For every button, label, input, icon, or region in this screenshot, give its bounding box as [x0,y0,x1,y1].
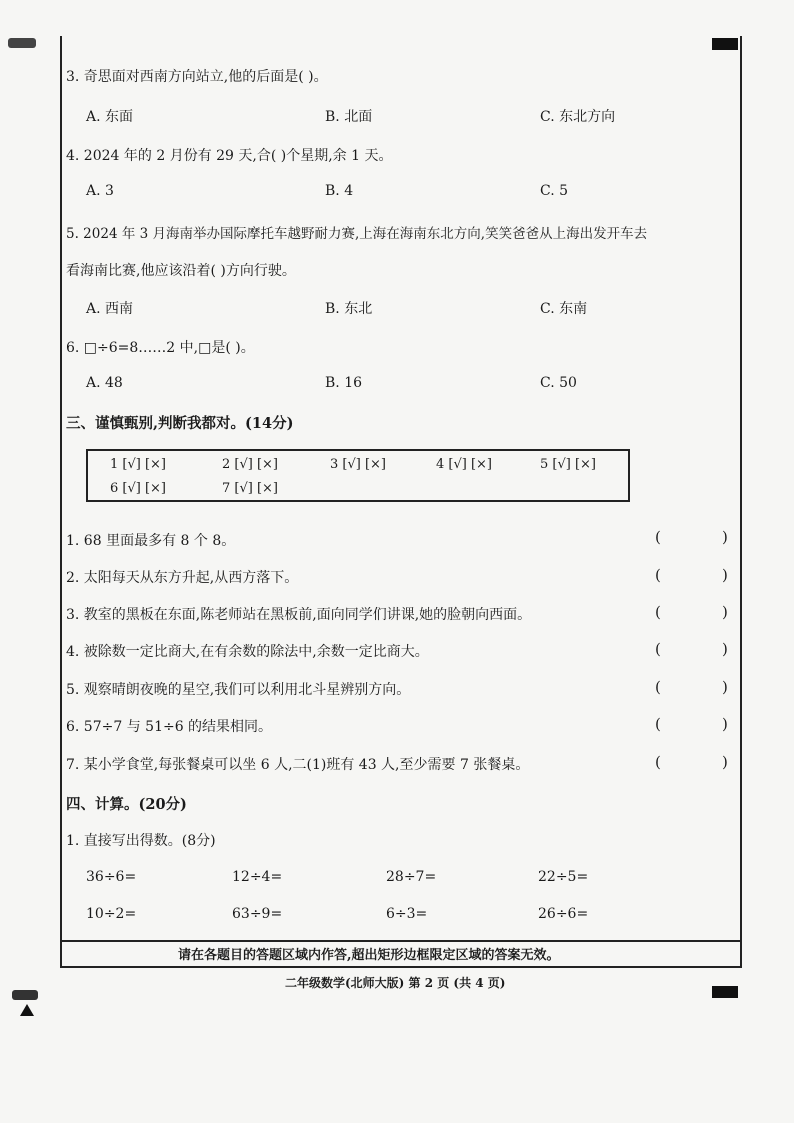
answer-paren-close-2: ) [722,566,728,584]
answer-region-frame [60,36,742,968]
answer-paren-open-6[interactable]: ( [655,715,661,733]
q5-option-a: A. 西南 [86,301,134,317]
notice-divider [60,940,740,942]
calc-7: 6÷3= [386,906,428,922]
q6-option-a: A. 48 [86,375,123,391]
answer-paren-close-6: ) [722,715,728,733]
answer-item-3[interactable]: 3 [√] [×] [330,457,386,472]
answer-paren-close-5: ) [722,678,728,696]
question-5-line2: 看海南比赛,他应该沿着( )方向行驶。 [66,263,296,279]
q3-option-b: B. 北面 [325,109,373,125]
statement-5: 5. 观察晴朗夜晚的星空,我们可以利用北斗星辨别方向。 [66,682,411,698]
answer-item-6[interactable]: 6 [√] [×] [110,481,166,496]
statement-1: 1. 68 里面最多有 8 个 8。 [66,533,236,549]
calc-2: 12÷4= [232,869,283,885]
section-3-title: 三、谨慎甄别,判断我都对。(14分) [66,415,294,432]
statement-3: 3. 教室的黑板在东面,陈老师站在黑板前,面向同学们讲课,她的脸朝向西面。 [66,607,532,623]
page-footer: 二年级数学(北师大版) 第 2 页 (共 4 页) [285,976,506,990]
corner-marker-top-left [8,38,36,48]
calc-8: 26÷6= [538,906,589,922]
statement-2: 2. 太阳每天从东方升起,从西方落下。 [66,570,299,586]
answer-paren-open-2[interactable]: ( [655,566,661,584]
corner-marker-bottom-left [12,990,38,1000]
question-3: 3. 奇思面对西南方向站立,他的后面是( )。 [66,69,328,85]
answer-area-notice: 请在各题目的答题区域内作答,超出矩形边框限定区域的答案无效。 [178,948,560,963]
q6-option-c: C. 50 [540,375,577,391]
section-4-title: 四、计算。(20分) [66,796,187,813]
q3-option-c: C. 东北方向 [540,109,616,125]
statement-7: 7. 某小学食堂,每张餐桌可以坐 6 人,二(1)班有 43 人,至少需要 7 张餐桌。 [66,757,530,773]
q4-option-a: A. 3 [86,183,114,199]
question-6: 6. □÷6=8……2 中,□是( )。 [66,340,255,356]
answer-item-5[interactable]: 5 [√] [×] [540,457,596,472]
corner-marker-bottom-right [712,986,738,998]
answer-paren-open-3[interactable]: ( [655,603,661,621]
answer-paren-open-5[interactable]: ( [655,678,661,696]
answer-paren-open-1[interactable]: ( [655,528,661,546]
answer-paren-close-1: ) [722,528,728,546]
answer-paren-close-3: ) [722,603,728,621]
calc-5: 10÷2= [86,906,137,922]
statement-6: 6. 57÷7 与 51÷6 的结果相同。 [66,719,273,735]
answer-item-1[interactable]: 1 [√] [×] [110,457,166,472]
calc-1: 36÷6= [86,869,137,885]
calc-3: 28÷7= [386,869,437,885]
statement-4: 4. 被除数一定比商大,在有余数的除法中,余数一定比商大。 [66,644,429,660]
q3-option-a: A. 东面 [86,109,134,125]
calc-4: 22÷5= [538,869,589,885]
answer-paren-close-4: ) [722,640,728,658]
q4-option-c: C. 5 [540,183,569,199]
q5-option-c: C. 东南 [540,301,588,317]
question-5-line1: 5. 2024 年 3 月海南举办国际摩托车越野耐力赛,上海在海南东北方向,笑笑爸爸从上海出发开车去 [66,226,648,242]
answer-item-2[interactable]: 2 [√] [×] [222,457,278,472]
answer-paren-open-4[interactable]: ( [655,640,661,658]
answer-item-4[interactable]: 4 [√] [×] [436,457,492,472]
answer-paren-open-7[interactable]: ( [655,753,661,771]
question-4: 4. 2024 年的 2 月份有 29 天,合( )个星期,余 1 天。 [66,148,393,164]
q5-option-b: B. 东北 [325,301,373,317]
answer-paren-close-7: ) [722,753,728,771]
triangle-marker-icon [20,1004,34,1016]
answer-item-7[interactable]: 7 [√] [×] [222,481,278,496]
calc-6: 63÷9= [232,906,283,922]
true-false-answer-box [86,449,630,502]
q4-option-b: B. 4 [325,183,354,199]
q6-option-b: B. 16 [325,375,363,391]
section-4-sub-1: 1. 直接写出得数。(8分) [66,833,216,849]
